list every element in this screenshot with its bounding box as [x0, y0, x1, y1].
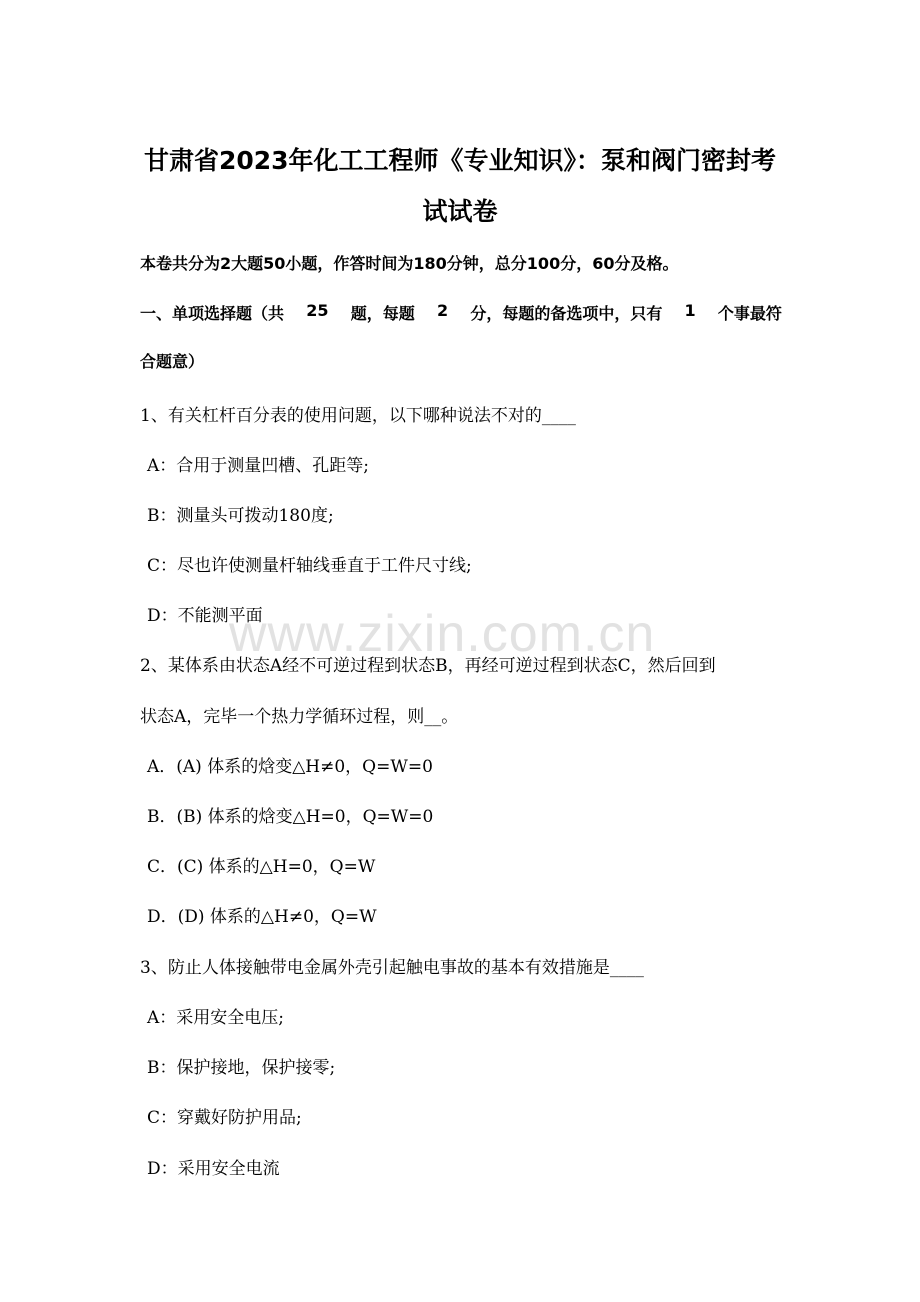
- question-1-option-a: A：合用于测量凹槽、孔距等;: [147, 456, 370, 476]
- document-title-line-2: 试试卷: [422, 197, 498, 226]
- section-heading-part: 25: [306, 301, 329, 320]
- section-heading-part: 分，每题的备选项中，只有: [470, 304, 663, 323]
- question-2-stem-line-1: 2、某体系由状态A经不可逆过程到状态B，再经可逆过程到状态C，然后回到: [140, 656, 716, 676]
- document-title-line-1: 甘肃省2023年化工工程师《专业知识》：泵和阀门密封考: [143, 146, 777, 175]
- question-1-option-d: D：不能测平面: [147, 606, 263, 626]
- question-3-option-b: B：保护接地，保护接零;: [147, 1058, 336, 1078]
- section-heading-part: 题，每题: [350, 304, 415, 323]
- question-2-option-a: A．(A) 体系的焓变△H≠0，Q=W=0: [147, 757, 433, 777]
- question-2-stem-line-2: 状态A，完毕一个热力学循环过程，则__。: [140, 707, 459, 727]
- section-heading-line-1: [140, 301, 782, 324]
- question-1-option-b: B：测量头可拨动180度;: [147, 506, 334, 526]
- question-1-option-c: C：尽也许使测量杆轴线垂直于工件尺寸线;: [147, 556, 472, 576]
- question-2-option-d: D．(D) 体系的△H≠0，Q=W: [147, 907, 377, 927]
- section-heading-part: 一、单项选择题（共: [140, 304, 285, 323]
- question-3-option-c: C：穿戴好防护用品;: [147, 1108, 302, 1128]
- question-2-option-c: C．(C) 体系的△H=0，Q=W: [147, 857, 376, 877]
- question-2-option-b: B．(B) 体系的焓变△H=0，Q=W=0: [147, 807, 434, 827]
- section-heading-part: 2: [436, 301, 449, 320]
- question-1-stem: 1、有关杠杆百分表的使用问题，以下哪种说法不对的____: [140, 406, 576, 426]
- section-heading-line-2: 合题意）: [140, 352, 205, 371]
- question-3-option-a: A：采用安全电压;: [147, 1008, 285, 1028]
- section-heading-part: 个事最符: [717, 304, 782, 323]
- watermark: www.zixin.com.cn: [229, 605, 656, 663]
- question-3-stem: 3、防止人体接触带电金属外壳引起触电事故的基本有效措施是____: [140, 958, 644, 978]
- section-heading-part: 1: [684, 301, 696, 320]
- exam-intro: 本卷共分为2大题50小题，作答时间为180分钟，总分100分，60分及格。: [140, 254, 679, 273]
- question-3-option-d: D：采用安全电流: [147, 1159, 280, 1179]
